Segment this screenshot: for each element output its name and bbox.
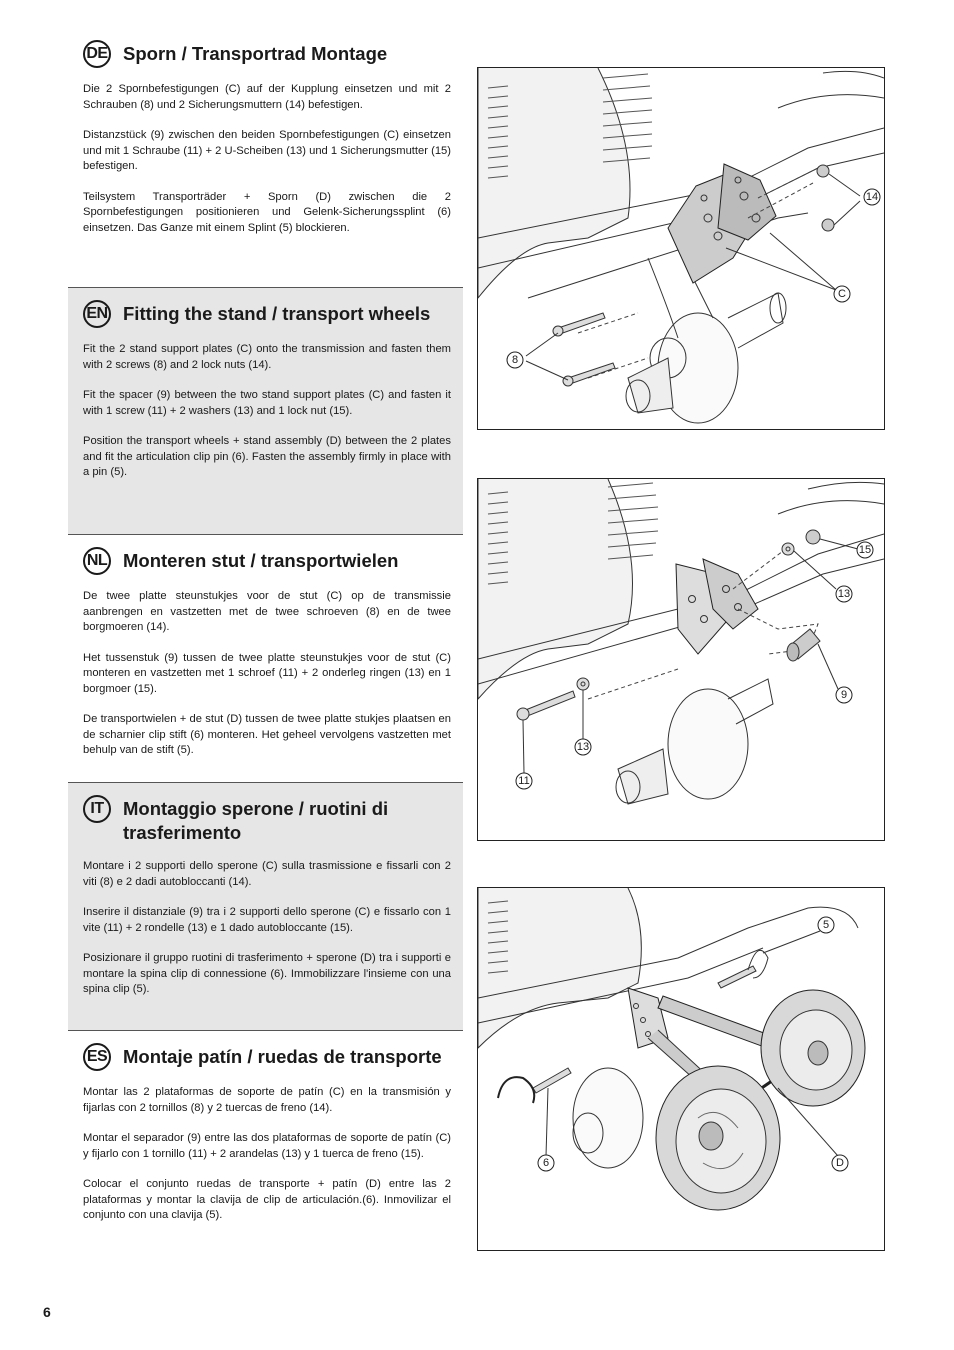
section-es: [68, 1030, 463, 1260]
svg-text:5: 5: [822, 919, 830, 931]
language-badge-de: DE: [83, 40, 111, 68]
callout-d: [832, 1155, 848, 1171]
paragraph-nl-2: Het tussenstuk (9) tussen de twee platte steunstukjes voor de stut (C) monteren en vastzetten met 1 schroef (11) + 2 onderleg ringen (13) en 1 borgmoer (15).: [83, 651, 451, 695]
paragraph-nl-3: De transportwielen + de stut (D) tussen de twee platte stukjes plaatsen en de scharnier clip stift (6) monteren. Het geheel vervolgens vastzetten met behulp van de stift (5).: [83, 713, 451, 756]
callout-13-upper: [836, 586, 852, 602]
callout-15: [857, 542, 873, 558]
svg-text:6: 6: [542, 1157, 550, 1169]
language-badge-it: IT: [83, 795, 111, 823]
paragraph-en-3: Position the transport wheels + stand assembly (D) between the 2 plates and fit the articulation clip pin (6). Fasten the assembly firmly in place with a pin (5).: [83, 435, 451, 478]
paragraph-it-3: Posizionare il gruppo ruotini di trasferimento + sperone (D) tra i supporti e montare la spina clip di connessione (6). Immobilizzare l'insieme con una spina clip (5).: [83, 952, 451, 995]
section-title-es: Montaje patín / ruedas de transporte: [123, 1046, 442, 1067]
svg-text:D: D: [836, 1157, 844, 1169]
figure-spacer: [477, 478, 885, 841]
callout-6: [538, 1155, 554, 1171]
svg-text:15: 15: [858, 544, 872, 556]
page-number: 6: [43, 1304, 51, 1320]
callout-13-lower: [575, 739, 591, 755]
paragraph-es-3: Colocar el conjunto ruedas de transporte + patín (D) entre las 2 plataformas y montar la clavija de clip de articulación.(6). Inmovilizar el conjunto con una clavija (5).: [83, 1178, 451, 1221]
svg-text:11: 11: [518, 775, 530, 787]
language-badge-nl: NL: [83, 547, 111, 575]
svg-text:8: 8: [511, 354, 519, 366]
section-it: [68, 782, 463, 1030]
paragraph-es-2: Montar el separador (9) entre las dos plataformas de soporte de patín (C) y fijarlo con 1 tornillo (11) + 2 arandelas (13) y 1 tuerca de freno (15).: [83, 1132, 451, 1160]
callout-9: [836, 687, 852, 703]
stand-plates-illustration: [478, 68, 884, 429]
svg-text:9: 9: [840, 689, 848, 701]
figure-stand-plates: [477, 67, 885, 430]
callout-c: [834, 286, 850, 302]
callout-5: [818, 917, 834, 933]
callout-8: [507, 352, 523, 368]
section-de: [68, 40, 463, 280]
section-nl: [68, 534, 463, 781]
paragraph-en-2: Fit the spacer (9) between the two stand support plates (C) and fasten it with 1 screw (11) + 2 washers (13) and 1 lock nut (15).: [83, 389, 451, 417]
paragraph-de-1: Die 2 Spornbefestigungen (C) auf der Kupplung einsetzen und mit 2 Schrauben (8) und 2 Sicherungsmuttern (14) befestigen.: [83, 83, 451, 111]
svg-text:C: C: [838, 288, 846, 300]
paragraph-de-2: Distanzstück (9) zwischen den beiden Spornbefestigungen (C) einsetzen und mit 1 Schraube (11) + 2 U-Scheiben (13) und 1 Sicherungsmutter (15) befestigen.: [83, 129, 451, 172]
language-badge-en: EN: [83, 300, 111, 328]
paragraph-de-3: Teilsystem Transporträder + Sporn (D) zwischen die 2 Spornbefestigungen positionieren und Gelenk-Sicherungssplint (6) einsetzen. Das Ganze mit einem Splint (5) blockieren.: [83, 190, 451, 234]
section-title-nl: Monteren stut / transportwielen: [123, 550, 399, 571]
section-en: [68, 287, 463, 534]
section-title-it: Montaggio sperone / ruotini di trasferimento: [123, 798, 389, 843]
paragraph-es-1: Montar las 2 plataformas de soporte de patín (C) en la transmisión y fijarlas con 2 tornillos (8) y 2 tuercas de freno (14).: [83, 1086, 451, 1114]
callout-14: [864, 189, 880, 205]
paragraph-it-1: Montare i 2 supporti dello sperone (C) sulla trasmissione e fissarli con 2 viti (8) e 2 dadi autobloccanti (14).: [83, 860, 451, 888]
figure-wheels: [477, 887, 885, 1251]
section-title-de: Sporn / Transportrad Montage: [123, 43, 388, 64]
language-badge-es: ES: [83, 1043, 111, 1071]
paragraph-en-1: Fit the 2 stand support plates (C) onto the transmission and fasten them with 2 screws (8) and 2 lock nuts (14).: [83, 343, 451, 371]
svg-text:13: 13: [837, 588, 851, 600]
callout-11: [516, 773, 532, 789]
svg-text:13: 13: [576, 741, 590, 753]
paragraph-nl-1: De twee platte steunstukjes voor de stut (C) op de transmissie aanbrengen en vastzetten met de twee schroeven (8) en de twee borgmoeren (14).: [83, 590, 451, 633]
wheels-illustration: [478, 888, 884, 1250]
spacer-illustration: [478, 479, 884, 840]
paragraph-it-2: Inserire il distanziale (9) tra i 2 supporti dello sperone (C) e fissarlo con 1 vite (11) + 2 rondelle (13) e 1 dado autobloccante (15).: [83, 906, 451, 934]
section-title-en: Fitting the stand / transport wheels: [123, 303, 431, 324]
svg-text:14: 14: [865, 191, 879, 203]
